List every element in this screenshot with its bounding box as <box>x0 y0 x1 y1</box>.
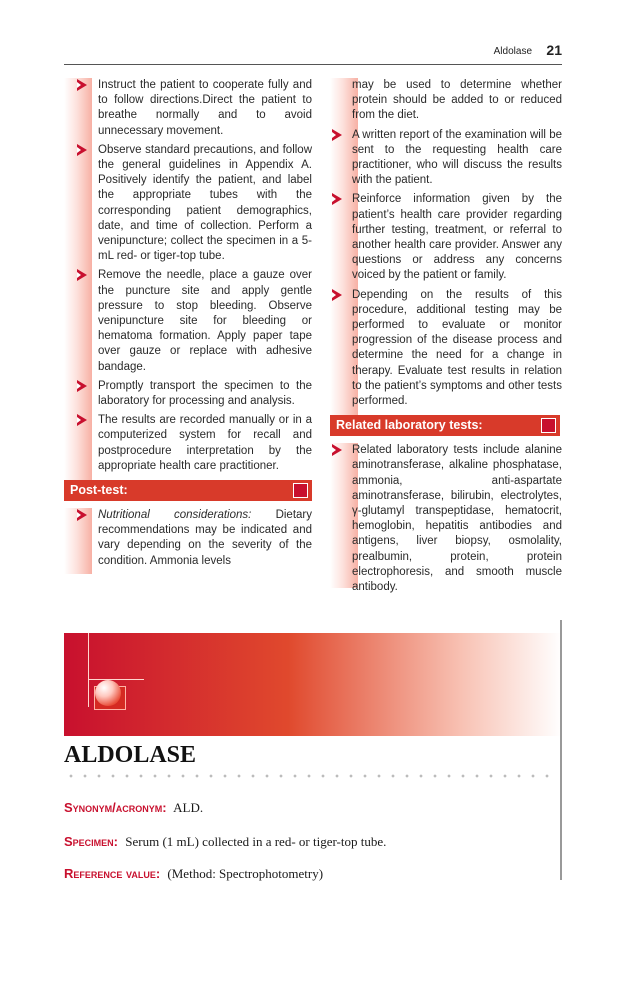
related-tests-heading: Related laboratory tests: <box>330 415 560 436</box>
list-item: Instruct the patient to cooperate fully and to follow directions.Direct the patient to breathe normally and to avoid unnecessary movement. <box>64 78 312 139</box>
arrow-bullet-icon <box>77 144 87 156</box>
arrow-bullet-icon <box>77 79 87 91</box>
arrow-bullet-icon <box>332 289 342 301</box>
specimen-value: Serum (1 mL) collected in a red- or tiger-top tube. <box>125 834 387 849</box>
list-item: Promptly transport the specimen to the laboratory for processing and analysis. <box>64 379 312 409</box>
list-item: A written report of the examination will be sent to the requesting health care practitioner, who will discuss the results with the patient. <box>332 128 562 189</box>
synonym-field <box>64 800 203 816</box>
arrow-bullet-icon <box>332 193 342 205</box>
reference-field <box>64 866 323 882</box>
list-item: Remove the needle, place a gauze over the puncture site and apply gentle pressure to stop bleeding. Observe venipuncture site for bleeding or hematoma formation. Apply paper tape over gauze or replace with adhesive bandage. <box>64 268 312 374</box>
entry-title: ALDOLASE <box>64 742 197 768</box>
arrow-bullet-icon <box>332 129 342 141</box>
list-item: The results are recorded manually or in a computerized system for recall and postprocedure interpretation by the appropriate health care practitioner. <box>64 413 312 474</box>
right-column <box>332 78 562 595</box>
section-banner <box>64 633 562 736</box>
dotted-divider <box>64 774 554 778</box>
reference-label: Reference value: <box>64 866 161 881</box>
arrow-bullet-icon <box>332 444 342 456</box>
vertical-rule <box>560 620 562 880</box>
heading-square-icon <box>293 483 308 498</box>
synonym-value: ALD. <box>173 800 204 815</box>
banner-circle-icon <box>95 680 121 706</box>
specimen-label: Specimen: <box>64 834 119 849</box>
reference-value: (Method: Spectrophotometry) <box>167 866 324 881</box>
arrow-bullet-icon <box>77 414 87 426</box>
post-test-lead: Nutritional considerations: <box>98 509 252 522</box>
post-test-text: Dietary recommendations may be indicated and vary depending on the severity of the condition. Ammonia levels <box>98 509 312 567</box>
list-item <box>64 508 312 569</box>
post-test-heading: Post-test: <box>64 480 312 501</box>
list-item: Related laboratory tests include alanine aminotransferase, alkaline phosphatase, ammonia, anti-aspartate aminotransferase, bilirubin, electrolytes, γ-glutamyl transpeptidase, hematocrit, hemoglobin, hepatitis antibodies and antigens, liver biopsy, osmolality, prealbumin, protein, protein electrophoresis, and smooth muscle antibody. <box>332 443 562 595</box>
list-item: Depending on the results of this procedure, additional testing may be performed to evaluate or monitor progression of the disease process and determine the need for a change in therapy. Evaluate test results in relation to the patient’s symptoms and other tests performed. <box>332 288 562 410</box>
left-column <box>64 78 312 569</box>
page-number: 21 <box>546 42 562 58</box>
synonym-label: Synonym/acronym: <box>64 800 167 815</box>
list-item: Observe standard precautions, and follow the general guidelines in Appendix A. Positively identify the patient, and label the appropriate tubes with the corresponding patient demographics, date, and time of collection. Perform a venipuncture; collect the specimen in a 5-mL red- or tiger-top tube. <box>64 143 312 265</box>
heading-square-icon <box>541 418 556 433</box>
arrow-bullet-icon <box>77 509 87 521</box>
arrow-bullet-icon <box>77 269 87 281</box>
running-header <box>64 40 562 65</box>
running-title: Aldolase <box>493 46 532 57</box>
list-item: may be used to determine whether protein should be added to or reduced from the diet. <box>352 79 562 122</box>
list-item: Reinforce information given by the patient’s health care provider regarding further testing, treatment, or referral to another health care provider. Answer any questions or address any concerns voiced by the patient or family. <box>332 192 562 283</box>
arrow-bullet-icon <box>77 380 87 392</box>
specimen-field <box>64 834 386 850</box>
